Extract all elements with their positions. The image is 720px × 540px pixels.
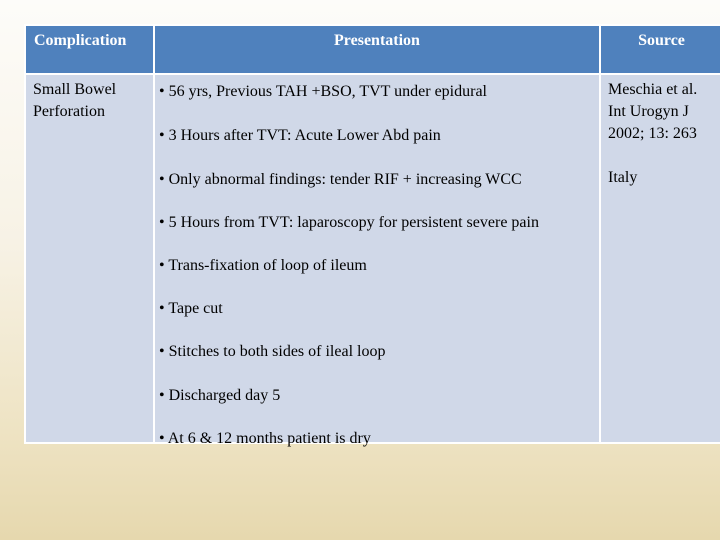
complication-cell — [25, 74, 154, 443]
source-line: Int Urogyn J — [608, 103, 689, 120]
presentation-bullet: • Only abnormal findings: tender RIF + increasing WCC — [159, 171, 522, 188]
source-line: Meschia et al. — [608, 81, 698, 98]
complication-line: Perforation — [33, 103, 105, 120]
header-source: Source — [600, 25, 720, 74]
header-row — [25, 25, 720, 74]
presentation-bullet: • 56 yrs, Previous TAH +BSO, TVT under epidural — [159, 83, 487, 100]
table-row — [25, 74, 720, 443]
presentation-bullet: • Trans-fixation of loop of ileum — [159, 257, 367, 274]
complication-line: Small Bowel — [33, 81, 117, 98]
source-country: Italy — [608, 169, 638, 186]
header-complication: Complication — [25, 25, 154, 74]
complications-table — [24, 24, 720, 447]
presentation-bullet: • Discharged day 5 — [159, 387, 281, 404]
source-line: 2002; 13: 263 — [608, 125, 697, 142]
header-presentation: Presentation — [154, 25, 600, 74]
source-cell — [600, 74, 720, 443]
presentation-bullet: • 5 Hours from TVT: laparoscopy for persistent severe pain — [159, 214, 539, 231]
presentation-bullet: • 3 Hours after TVT: Acute Lower Abd pain — [159, 127, 441, 144]
presentation-bullet: • At 6 & 12 months patient is dry — [159, 430, 371, 447]
presentation-bullet: • Tape cut — [159, 300, 223, 317]
presentation-bullet: • Stitches to both sides of ileal loop — [159, 343, 386, 360]
presentation-cell — [154, 74, 600, 447]
